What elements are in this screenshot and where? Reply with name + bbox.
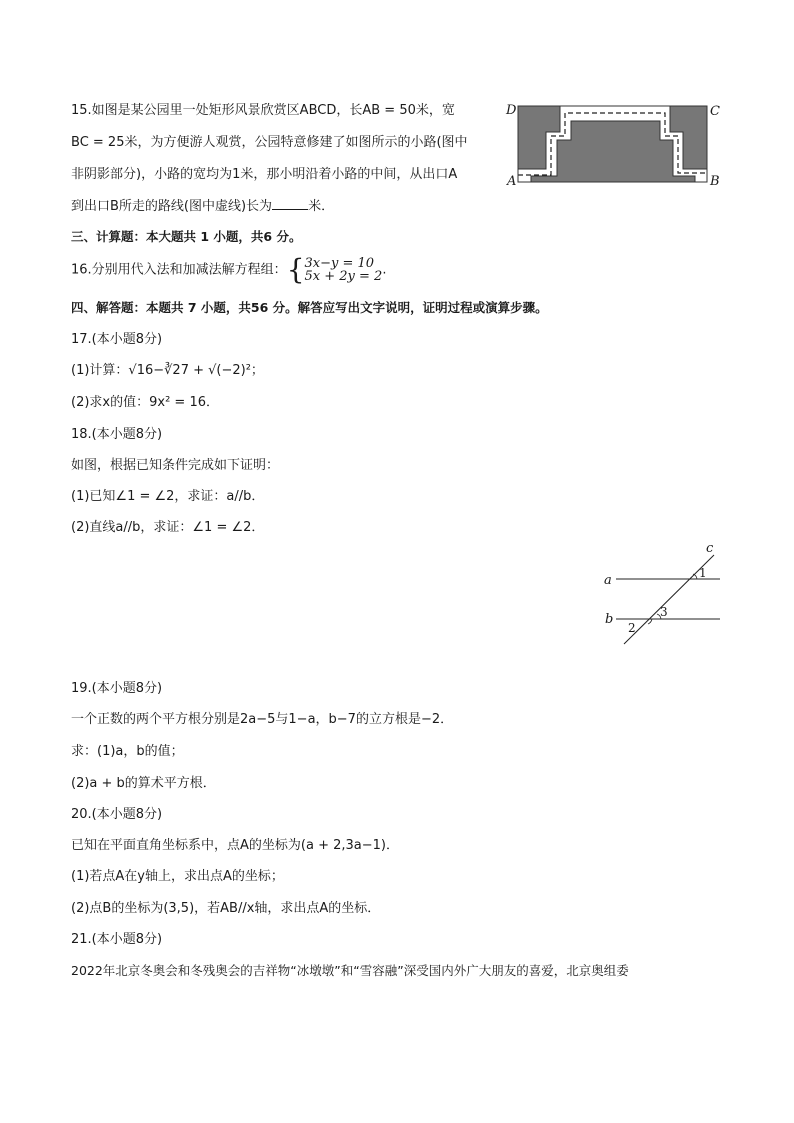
q20-line-1: 已知在平面直角坐标系中，点A的坐标为(a + 2,3a−1)． — [71, 838, 399, 853]
q21-line-1: 2022年北京冬奥会和冬残奥会的吉祥物“冰墩墩”和“雪容融”深受国内外广大朋友的喜爱，北京奥组委 — [71, 963, 629, 978]
label-b: b — [605, 612, 614, 627]
equation-1: 3x−y = 10 — [304, 256, 375, 271]
q19-heading: 19.(本小题8分) — [71, 681, 163, 696]
park-path-figure — [500, 96, 730, 192]
q15-line-4 — [71, 197, 334, 216]
label-C: C — [710, 104, 720, 119]
label-a: a — [604, 573, 612, 588]
equation-system — [305, 257, 383, 283]
label-B: B — [710, 174, 720, 189]
q17-heading: 17.(本小题8分) — [71, 332, 163, 347]
q19-line-1: 一个正数的两个平方根分别是2a−5与1−a，b−7的立方根是−2． — [71, 712, 454, 727]
system-brace: { — [286, 253, 305, 286]
label-c: c — [706, 541, 714, 556]
q18-intro: 如图，根据已知条件完成如下证明： — [71, 458, 280, 473]
q20-heading: 20.(本小题8分) — [71, 807, 163, 822]
q15-line-4a: 到出口B所走的路线(图中虚线)长为 — [71, 199, 273, 214]
angle-2: 2 — [628, 621, 636, 635]
angle-1: 1 — [699, 566, 707, 580]
q19-line-3: (2)a + b的算术平方根． — [71, 776, 216, 791]
parallel-lines-figure — [596, 540, 726, 650]
q18-heading: 18.(本小题8分) — [71, 427, 163, 442]
q17-part-1: (1)计算：√16−∛27 + √(−2)²； — [71, 363, 264, 378]
label-A: A — [507, 174, 517, 189]
q15-line-4b: 米． — [308, 199, 335, 214]
q15-line-3: 非阴影部分)，小路的宽均为1米，那小明沿着小路的中间，从出口A — [71, 167, 458, 182]
q18-part-1: (1)已知∠1 = ∠2，求证：a//b． — [71, 489, 265, 504]
label-D: D — [506, 103, 517, 118]
q20-line-2: (1)若点A在y轴上，求出点A的坐标； — [71, 869, 284, 884]
q20-line-3: (2)点B的坐标为(3,5)，若AB//x轴，求出点A的坐标． — [71, 901, 381, 916]
q16-text: 16.分别用代入法和加减法解方程组： — [71, 262, 287, 278]
q17-part-2: (2)求x的值：9x² = 16． — [71, 395, 219, 410]
q18-part-2: (2)直线a//b，求证：∠1 = ∠2． — [71, 520, 265, 535]
section-3-heading: 三、计算题：本大题共 1 小题，共6 分。 — [71, 229, 302, 244]
section-4-heading: 四、解答题：本题共 7 小题，共56 分。解答应写出文字说明，证明过程或演算步骤。 — [71, 300, 548, 315]
q15-line-1: 15.如图是某公园里一处矩形风景欣赏区ABCD，长AB = 50米，宽 — [71, 103, 455, 118]
angle-3: 3 — [660, 605, 668, 619]
answer-blank — [272, 197, 308, 210]
equation-2: 5x + 2y = 2 — [304, 269, 383, 284]
q15-line-2: BC = 25米，为方便游人观赏，公园特意修建了如图所示的小路(图中 — [71, 135, 468, 150]
q21-heading: 21.(本小题8分) — [71, 932, 163, 947]
q16-end: . — [382, 262, 387, 278]
q16-line — [71, 253, 387, 286]
q19-line-2: 求：(1)a，b的值； — [71, 744, 184, 759]
